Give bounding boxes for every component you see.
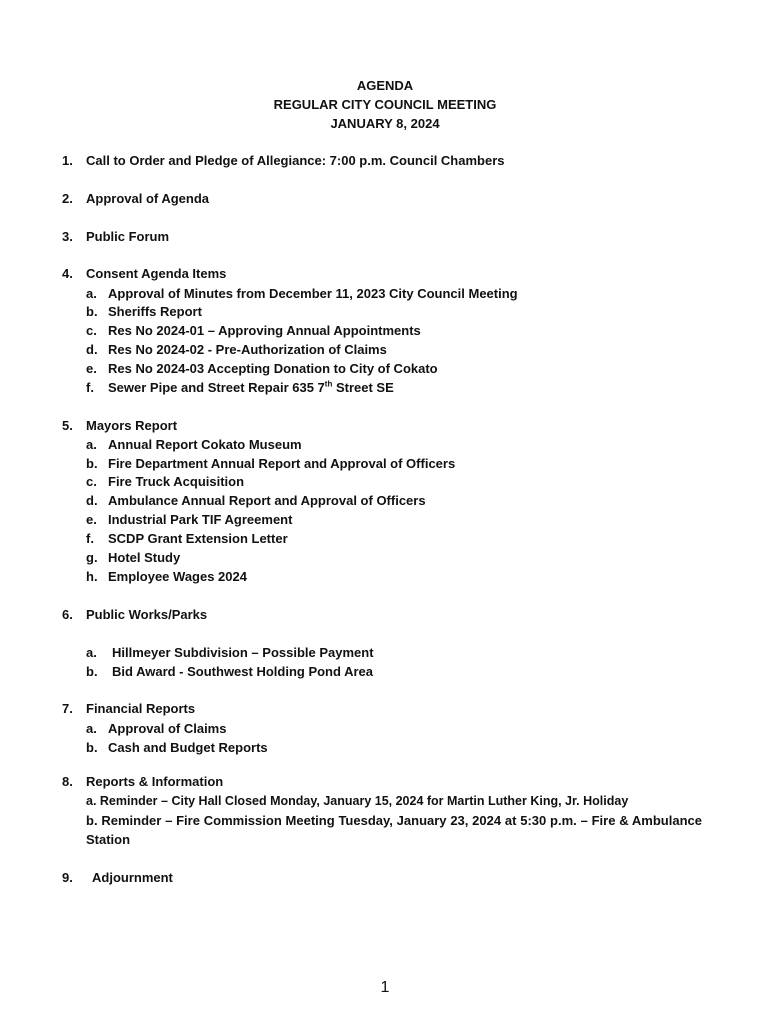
sub-item-6b [86,662,706,681]
sub-item-letter: b. [86,456,98,471]
sub-item-4c [86,321,706,340]
sub-item-letter: d. [86,493,98,508]
item-number: 1. [62,153,73,168]
sub-item-7b [86,738,706,757]
sub-item-letter: a. [86,286,97,301]
sub-item-text: Employee Wages 2024 [108,569,247,584]
sub-item-letter: b. [86,664,98,679]
sub-item-4a [86,284,706,303]
sub-item-5d [86,491,706,510]
sub-item-text: Cash and Budget Reports [108,740,268,755]
sub-item-letter: f. [86,380,94,395]
item-number: 8. [62,774,73,789]
item-number: 6. [62,607,73,622]
sub-item-5a [86,435,706,454]
sub-item-letter: d. [86,342,98,357]
sub-item-text: Sheriffs Report [108,304,202,319]
agenda-item-5 [62,416,722,435]
sub-item-text: Fire Truck Acquisition [108,474,245,489]
item-number: 2. [62,191,73,206]
sub-item-4f [86,378,706,397]
sub-item-text: Hotel Study [108,550,181,565]
sub-item-text: a. Reminder – City Hall Closed Monday, January 15, 2024 for Martin Luther King, Jr. Holiday [86,794,629,808]
sub-item-text: Approval of Claims [108,721,227,736]
sub-item-letter: b. [86,304,98,319]
sub-item-text-after: Street SE [332,380,394,395]
sub-item-5b [86,454,706,473]
agenda-header [0,76,770,133]
sub-item-4d [86,340,706,359]
item-text: Public Works/Parks [86,607,208,622]
agenda-item-6 [62,605,722,624]
sub-item-5c [86,472,706,491]
sub-item-4b [86,302,706,321]
sub-item-text-before: Sewer Pipe and Street Repair 635 7 [108,380,325,395]
page-number: 1 [380,979,390,996]
agenda-item-1 [62,151,722,170]
sub-item-text: Res No 2024-02 - Pre-Authorization of Claims [108,342,387,357]
item-number: 4. [62,266,73,281]
agenda-item-8 [62,772,722,791]
header-meeting-name: REGULAR CITY COUNCIL MEETING [273,97,497,112]
sub-item-5h [86,567,706,586]
sub-item-text: Fire Department Annual Report and Approval of Officers [108,456,456,471]
sub-item-5f [86,529,706,548]
sub-item-text: b. Reminder – Fire Commission Meeting Tuesday, January 23, 2024 at 5:30 p.m. – Fire & Ambulance Station [86,813,702,847]
sub-item-letter: g. [86,550,98,565]
item-text: Approval of Agenda [86,191,210,206]
item-text: Consent Agenda Items [86,266,227,281]
item-number: 9. [62,870,73,885]
item-text: Public Forum [86,229,170,244]
sub-item-text: Res No 2024-01 – Approving Annual Appointments [108,323,421,338]
sub-item-superscript: th [324,379,333,389]
sub-item-text: Bid Award - Southwest Holding Pond Area [112,664,373,679]
sub-item-8a [86,792,706,811]
header-title: AGENDA [356,78,414,93]
sub-item-text: Res No 2024-03 Accepting Donation to City of Cokato [108,361,438,376]
sub-item-letter: f. [86,531,94,546]
sub-item-letter: c. [86,323,97,338]
sub-item-letter: c. [86,474,97,489]
sub-item-letter: a. [86,645,97,660]
sub-item-letter: b. [86,740,98,755]
sub-item-4e [86,359,706,378]
agenda-item-7 [62,699,722,718]
agenda-item-3 [62,227,722,246]
sub-item-5e [86,510,706,529]
item-text: Reports & Information [86,774,224,789]
sub-item-text: SCDP Grant Extension Letter [108,531,288,546]
sub-item-letter: h. [86,569,98,584]
sub-item-text: Annual Report Cokato Museum [108,437,302,452]
sub-item-text: Approval of Minutes from December 11, 2023 City Council Meeting [108,286,518,301]
sub-item-5g [86,548,706,567]
item-text: Call to Order and Pledge of Allegiance: 7:00 p.m. Council Chambers [86,153,505,168]
item-text: Financial Reports [86,701,196,716]
agenda-item-9 [62,868,722,887]
item-text: Adjournment [92,870,173,885]
agenda-item-4 [62,264,722,283]
sub-item-6a [86,643,706,662]
sub-item-8b [86,811,702,849]
item-number: 7. [62,701,73,716]
item-text: Mayors Report [86,418,178,433]
sub-item-text: Industrial Park TIF Agreement [108,512,293,527]
sub-item-7a [86,719,706,738]
agenda-item-2 [62,189,722,208]
sub-item-letter: a. [86,721,97,736]
item-number: 3. [62,229,73,244]
header-date: JANUARY 8, 2024 [330,116,440,131]
sub-item-text: Hillmeyer Subdivision – Possible Payment [112,645,374,660]
sub-item-letter: e. [86,512,97,527]
item-number: 5. [62,418,73,433]
sub-item-letter: e. [86,361,97,376]
sub-item-letter: a. [86,437,97,452]
sub-item-text: Ambulance Annual Report and Approval of Officers [108,493,426,508]
